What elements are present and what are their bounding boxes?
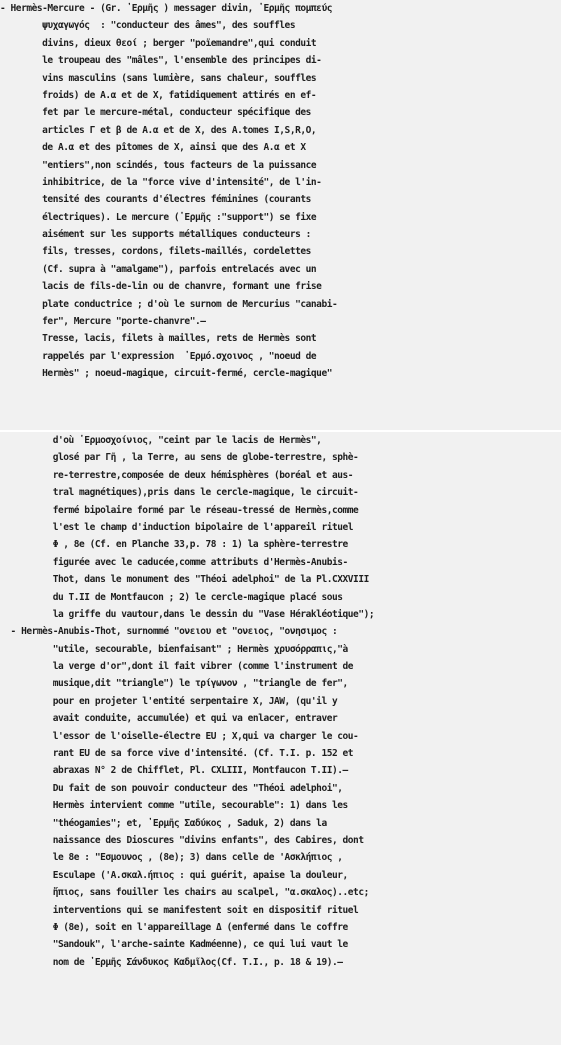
- text-line: aisément sur les supports métalliques conducteurs :: [0, 229, 311, 241]
- text-line: inhibitrice, de la "force vive d'intensité", de l'in-: [0, 176, 322, 188]
- text-line: fils, tresses, cordons, filets-maillés, cordelettes: [0, 246, 311, 258]
- text-line: la verge d'or",dont il fait vibrer (comme l'instrument de: [0, 661, 354, 673]
- text-line: Tresse, lacis, filets à mailles, rets de Hermès sont: [0, 333, 317, 345]
- text-line: articles Γ et β de A.α et de X, des A.tomes I,S,R,O,: [0, 124, 317, 136]
- text-line: le troupeau des "mâles", l'ensemble des principes di-: [0, 55, 322, 67]
- text-line: naissance des Dioscures "divins enfants", des Cabires, dont: [0, 834, 364, 846]
- text-line: rant EU de sa force vive d'intensité. (Cf. T.I. p. 152 et: [0, 748, 354, 760]
- text-line: ψυχαγωγός : "conducteur des âmes", des souffles: [0, 20, 296, 32]
- text-line: divins, dieux θεοί ; berger "poïemandre",qui conduit: [0, 37, 317, 49]
- text-line: fet par le mercure-métal, conducteur spécifique des: [0, 107, 311, 119]
- text-line: "Sandouk", l'arche-sainte Kadméenne), ce qui lui vaut le: [0, 939, 348, 951]
- text-line: plate conductrice ; d'où le surnom de Mercurius "canabi-: [0, 298, 338, 310]
- text-line: ἤπιος, sans fouiller les chairs au scalpel, "α.σκαλος)..etc;: [0, 887, 369, 899]
- text-line: de A.α et des pîtomes de X, ainsi que des A.α et X: [0, 142, 306, 154]
- text-line: "théogamies"; et, ʽΕρμῆς Σαδύκος , Saduk, 2) dans la: [0, 817, 327, 829]
- text-line: tensité des courants d'électres féminines (courants: [0, 194, 311, 206]
- text-line: vins masculins (sans lumière, sans chaleur, souffles: [0, 72, 317, 84]
- text-line: le 8e : "Εσμουνος , (8e); 3) dans celle de 'Ασκλήπιος ,: [0, 852, 343, 864]
- text-line: Esculape ('Α.σκαλ.ήπιος : qui guérit, apaise la douleur,: [0, 869, 348, 881]
- text-line: Φ (8e), soit en l'appareillage Δ (enfermé dans le coffre: [0, 921, 348, 933]
- text-line: - Hermès-Mercure - (Gr. ʽΕρμῆς ) messager divin, ʽΕρμῆς πομπεύς: [0, 3, 332, 14]
- text-line: glosé par Γῆ , la Terre, au sens de globe-terrestre, sphè-: [0, 452, 359, 464]
- text-line: musique,dit "triangle") le τρίγωνον , "triangle de fer",: [0, 678, 348, 690]
- text-line: "entiers",non scindés, tous facteurs de la puissance: [0, 159, 317, 171]
- text-line: Thot, dans le monument des "Théoi adelphoi" de la Pl.CXXVIII: [0, 574, 369, 586]
- text-line: électriques). Le mercure (ʽΕρμῆς :"support") se fixe: [0, 211, 317, 223]
- text-line: lacis de fils-de-lin ou de chanvre, formant une frise: [0, 281, 322, 293]
- text-line: avait conduite, accumulée) et qui va enlacer, entraver: [0, 713, 338, 725]
- text-line: Hermès" ; noeud-magique, circuit-fermé, cercle-magique": [0, 368, 332, 380]
- text-line: Φ , 8e (Cf. en Planche 33,p. 78 : 1) la sphère-terrestre: [0, 539, 348, 551]
- text-line: d'où ʽΕρμοσχοίνιος, "ceint par le lacis de Hermès",: [0, 435, 322, 446]
- text-line: tral magnétiques),pris dans le cercle-magique, le circuit-: [0, 487, 359, 499]
- page-fragment-bottom: [0, 432, 561, 1045]
- text-line: fermé bipolaire formé par le réseau-tressé de Hermès,comme: [0, 504, 359, 516]
- text-line: du T.II de Montfaucon ; 2) le cercle-magique placé sous: [0, 591, 343, 603]
- text-line: la griffe du vautour,dans le dessin du "Vase Hérakléotique");: [0, 608, 375, 620]
- text-line: Du fait de son pouvoir conducteur des "Théoi adelphoi",: [0, 782, 343, 794]
- page-fragment-top: [0, 0, 561, 430]
- text-line: fer", Mercure "porte-chanvre".—: [0, 316, 206, 328]
- text-line: figurée avec le caducée,comme attributs d'Hermès-Anubis-: [0, 556, 348, 568]
- text-line: "utile, secourable, bienfaisant" ; Hermès χρυσόρραπις,"à: [0, 643, 348, 655]
- text-line: abraxas N° 2 de Chifflet, Pl. CXLIII, Montfaucon T.II).—: [0, 765, 348, 777]
- text-line: Hermès intervient comme "utile, secourable": 1) dans les: [0, 800, 348, 812]
- text-line: nom de ʽΕρμῆς Σάνδυκος Καδμῖλος(Cf. T.I., p. 18 & 19).—: [0, 956, 343, 968]
- text-line: rappelés par l'expression ʽΕρμό.σχοινος , "noeud de: [0, 350, 317, 362]
- text-line: re-terrestre,composée de deux hémisphères (boréal et aus-: [0, 469, 354, 481]
- text-line: l'essor de l'oiselle-électre EU ; X,qui va charger le cou-: [0, 730, 359, 742]
- text-line: - Hermès-Anubis-Thot, surnommé "ονειου et "ονειος, "ονησιμος :: [0, 626, 338, 638]
- text-line: pour en projeter l'entité serpentaire X, JAW, (qu'il y: [0, 695, 338, 707]
- text-line: (Cf. supra à "amalgame"), parfois entrelacés avec un: [0, 263, 317, 275]
- text-line: froids) de A.α et de X, fatidiquement attirés en ef-: [0, 89, 317, 101]
- text-line: l'est le champ d'induction bipolaire de l'appareil rituel: [0, 521, 354, 533]
- text-line: interventions qui se manifestent soit en dispositif rituel: [0, 904, 359, 916]
